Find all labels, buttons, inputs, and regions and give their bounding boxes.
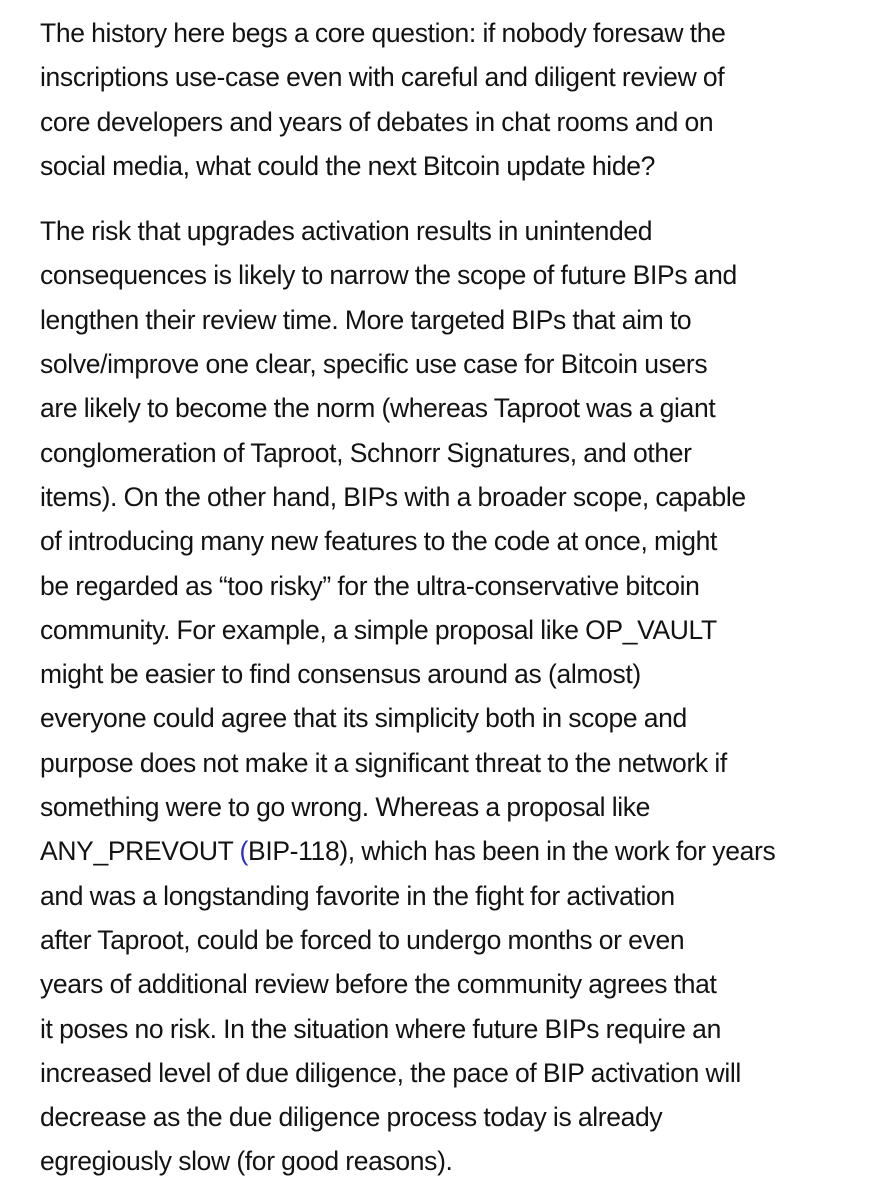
text-line: consequences is likely to narrow the scope of future BIPs and (40, 260, 737, 291)
text-line: something were to go wrong. Whereas a proposal like (40, 792, 651, 823)
text-line: egregiously slow (for good reasons). (40, 1146, 453, 1177)
text-line: The history here begs a core question: if nobody foresaw the (40, 18, 726, 48)
text-line: inscriptions use-case even with careful and diligent review of (40, 62, 725, 93)
text-line: everyone could agree that its simplicity both in scope and (40, 703, 687, 734)
paragraph-inscriptions-question (40, 11, 882, 188)
text-line: it poses no risk. In the situation where future BIPs require an (40, 1013, 721, 1044)
paragraph-upgrade-risk (40, 209, 882, 1184)
text-line: years of additional review before the community agrees that (40, 969, 717, 1000)
text-line: and was a longstanding favorite in the fight for activation (40, 880, 675, 911)
text-line: conglomeration of Taproot, Schnorr Signatures, and other (40, 437, 692, 468)
text-segment: ANY_PREVOUT (40, 836, 240, 867)
text-line: might be easier to find consensus around as (almost) (40, 659, 641, 690)
text-line: social media, what could the next Bitcoin update hide? (40, 150, 655, 181)
text-line: decrease as the due diligence process today is already (40, 1102, 663, 1133)
text-line: of introducing many new features to the code at once, might (40, 526, 718, 557)
text-line: increased level of due diligence, the pace of BIP activation will (40, 1057, 741, 1088)
text-line: solve/improve one clear, specific use case for Bitcoin users (40, 349, 708, 380)
text-line: lengthen their review time. More targeted BIPs that aim to (40, 304, 692, 335)
text-line-with-link (40, 829, 882, 873)
text-line: The risk that upgrades activation results in unintended (40, 216, 653, 247)
text-line: be regarded as “too risky” for the ultra-conservative bitcoin (40, 570, 700, 601)
text-line: core developers and years of debates in chat rooms and on (40, 106, 714, 137)
link-paren[interactable]: ( (239, 836, 248, 867)
text-segment: BIP-118), which has been in the work for years (248, 836, 776, 867)
text-line: items). On the other hand, BIPs with a broader scope, capable (40, 481, 746, 512)
text-line: community. For example, a simple proposal like OP_VAULT (40, 614, 717, 645)
text-line: are likely to become the norm (whereas Taproot was a giant (40, 393, 716, 424)
text-line: purpose does not make it a significant threat to the network if (40, 747, 727, 778)
text-line: after Taproot, could be forced to undergo months or even (40, 924, 685, 955)
